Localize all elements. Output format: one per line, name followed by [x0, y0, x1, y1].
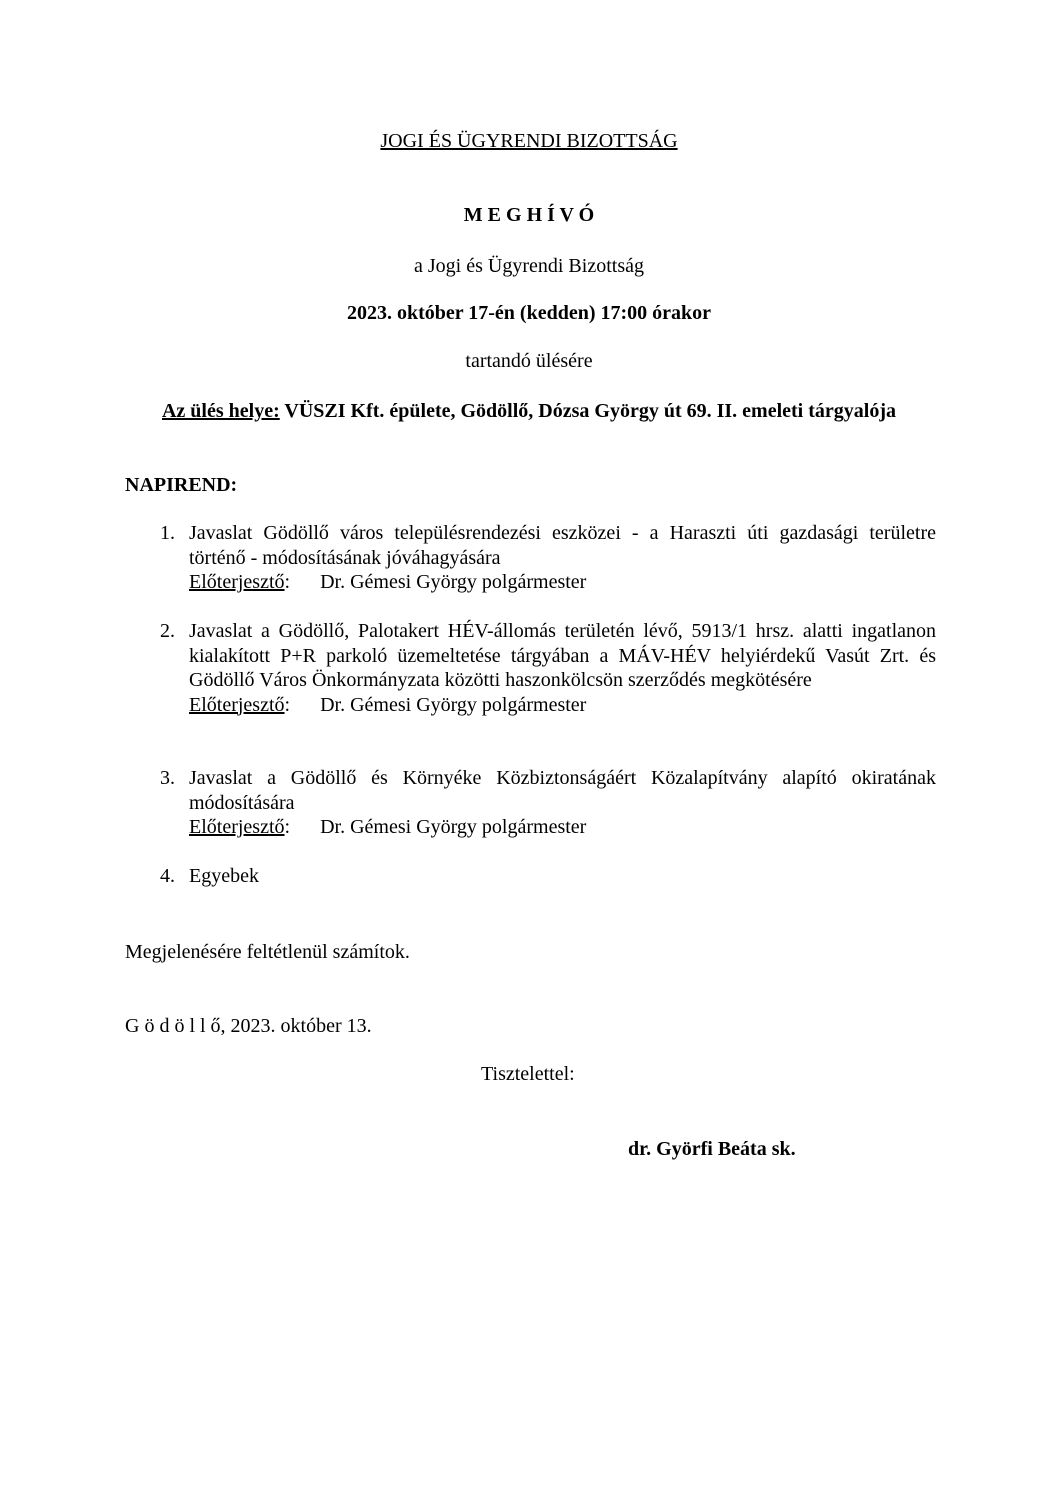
agenda-item-text: Egyebek: [189, 865, 259, 887]
agenda-item: [160, 521, 936, 595]
committee-heading: JOGI ÉS ÜGYRENDI BIZOTTSÁG: [380, 130, 678, 152]
agenda-heading: NAPIREND:: [125, 474, 238, 496]
presenter-separator: :: [284, 571, 291, 593]
agenda-item-presenter: [189, 570, 936, 595]
agenda-item-number: 4.: [160, 865, 175, 887]
presenter-separator: :: [284, 693, 291, 716]
presenter-separator: :: [284, 816, 291, 838]
agenda-item: [160, 864, 936, 889]
agenda-item-presenter: [189, 815, 936, 840]
location-value: VÜSZI Kft. épülete, Gödöllő, Dózsa György út 69. II. emeleti tárgyalója: [284, 400, 896, 422]
agenda-item-number: 3.: [160, 767, 175, 789]
presenter-label: Előterjesztő: [189, 816, 285, 838]
invitation-subject: a Jogi és Ügyrendi Bizottság: [414, 255, 644, 277]
agenda-item-number: 2.: [160, 620, 175, 642]
regards-line: Tisztelettel:: [481, 1063, 575, 1085]
meeting-line: tartandó ülésére: [465, 350, 593, 372]
agenda-item: [160, 766, 936, 840]
agenda-item-number: 1.: [160, 522, 175, 544]
agenda-item-text: Javaslat Gödöllő város településrendezési eszközei - a Haraszti úti gazdasági területre történő - módosításának jóváhagyására: [189, 522, 936, 569]
agenda-item: [160, 619, 936, 717]
attendance-request: Megjelenésére feltétlenül számítok.: [125, 941, 410, 963]
agenda-item-presenter: [189, 693, 936, 718]
agenda-item-text: Javaslat a Gödöllő és Környéke Közbiztonságáért Közalapítvány alapító okiratának módosítására: [189, 767, 936, 814]
location-label: Az ülés helye:: [161, 400, 280, 422]
presenter-name: Dr. Gémesi György polgármester: [320, 693, 587, 716]
presenter-label: Előterjesztő: [189, 571, 285, 593]
invitation-title: M E G H Í V Ó: [463, 204, 595, 226]
meeting-location: [0, 399, 1058, 423]
agenda-item-text: Javaslat a Gödöllő, Palotakert HÉV-állomás területén lévő, 5913/1 hrsz. alatti ingatlanon kialakított P+R parkoló üzemeltetése tárgyában a MÁV-HÉV helyiérdekű Vasút Zrt. és Gödöllő Város Önkormányzata közötti haszonkölcsön szerződés megkötésére: [189, 620, 936, 691]
signatory-name: dr. Györfi Beáta sk.: [628, 1138, 796, 1160]
presenter-name: Dr. Gémesi György polgármester: [320, 571, 587, 593]
presenter-name: Dr. Gémesi György polgármester: [320, 816, 587, 838]
place-and-date: G ö d ö l l ő, 2023. október 13.: [125, 1015, 372, 1037]
presenter-label: Előterjesztő: [189, 693, 285, 716]
meeting-datetime: 2023. október 17-én (kedden) 17:00 órakor: [346, 302, 712, 324]
